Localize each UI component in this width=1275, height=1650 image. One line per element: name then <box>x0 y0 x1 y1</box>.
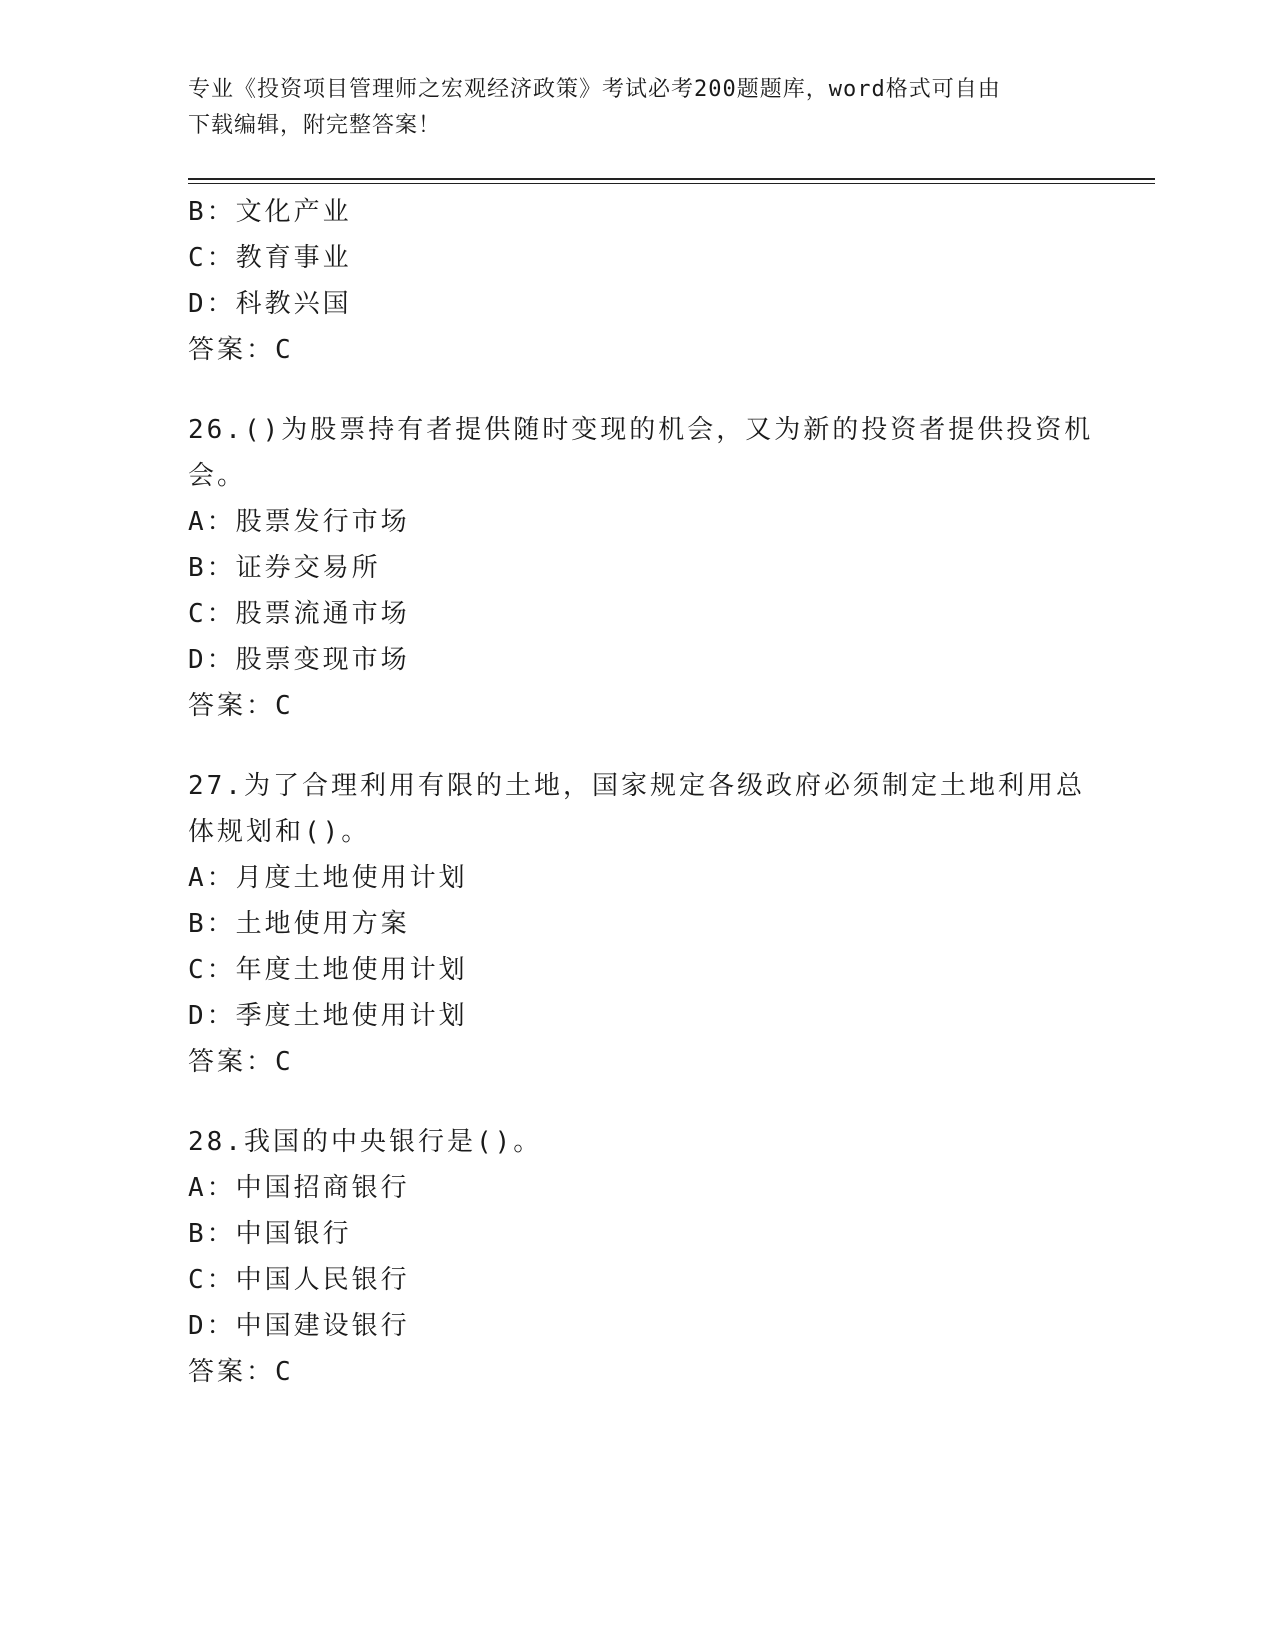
option-a: A：月度土地使用计划 <box>188 863 468 893</box>
option-d: D：科教兴国 <box>188 289 352 319</box>
answer-line: 答案：C <box>188 335 294 365</box>
answer-line: 答案：C <box>188 1357 294 1387</box>
question-26 <box>188 407 1094 729</box>
question-28 <box>188 1119 1088 1395</box>
question-27 <box>188 763 1088 1085</box>
header-divider <box>188 178 1155 184</box>
option-c: C：中国人民银行 <box>188 1265 410 1295</box>
option-d: D：季度土地使用计划 <box>188 1001 468 1031</box>
header-line-1: 专业《投资项目管理师之宏观经济政策》考试必考200题题库，word格式可自由 <box>188 77 1001 102</box>
option-b: B：文化产业 <box>188 197 352 227</box>
option-c: C：教育事业 <box>188 243 352 273</box>
answer-line: 答案：C <box>188 1047 294 1077</box>
option-b: B：证券交易所 <box>188 553 381 583</box>
option-c: C：年度土地使用计划 <box>188 955 468 985</box>
question-text-line: 28.我国的中央银行是()。 <box>188 1127 543 1157</box>
document-header <box>188 72 1068 144</box>
question-text-line: 26.()为股票持有者提供随时变现的机会，又为新的投资者提供投资机 <box>188 415 1094 445</box>
header-line-2: 下载编辑，附完整答案！ <box>188 113 442 138</box>
question-content <box>188 189 1094 1395</box>
option-a: A：中国招商银行 <box>188 1173 410 1203</box>
question-text-line: 体规划和()。 <box>188 817 371 847</box>
carryover-question <box>188 189 1088 373</box>
option-d: D：中国建设银行 <box>188 1311 410 1341</box>
option-b: B：中国银行 <box>188 1219 352 1249</box>
option-b: B：土地使用方案 <box>188 909 410 939</box>
question-text-line: 会。 <box>188 461 247 491</box>
option-d: D：股票变现市场 <box>188 645 410 675</box>
question-text-line: 27.为了合理利用有限的土地，国家规定各级政府必须制定土地利用总 <box>188 771 1085 801</box>
option-c: C：股票流通市场 <box>188 599 410 629</box>
answer-line: 答案：C <box>188 691 294 721</box>
option-a: A：股票发行市场 <box>188 507 410 537</box>
